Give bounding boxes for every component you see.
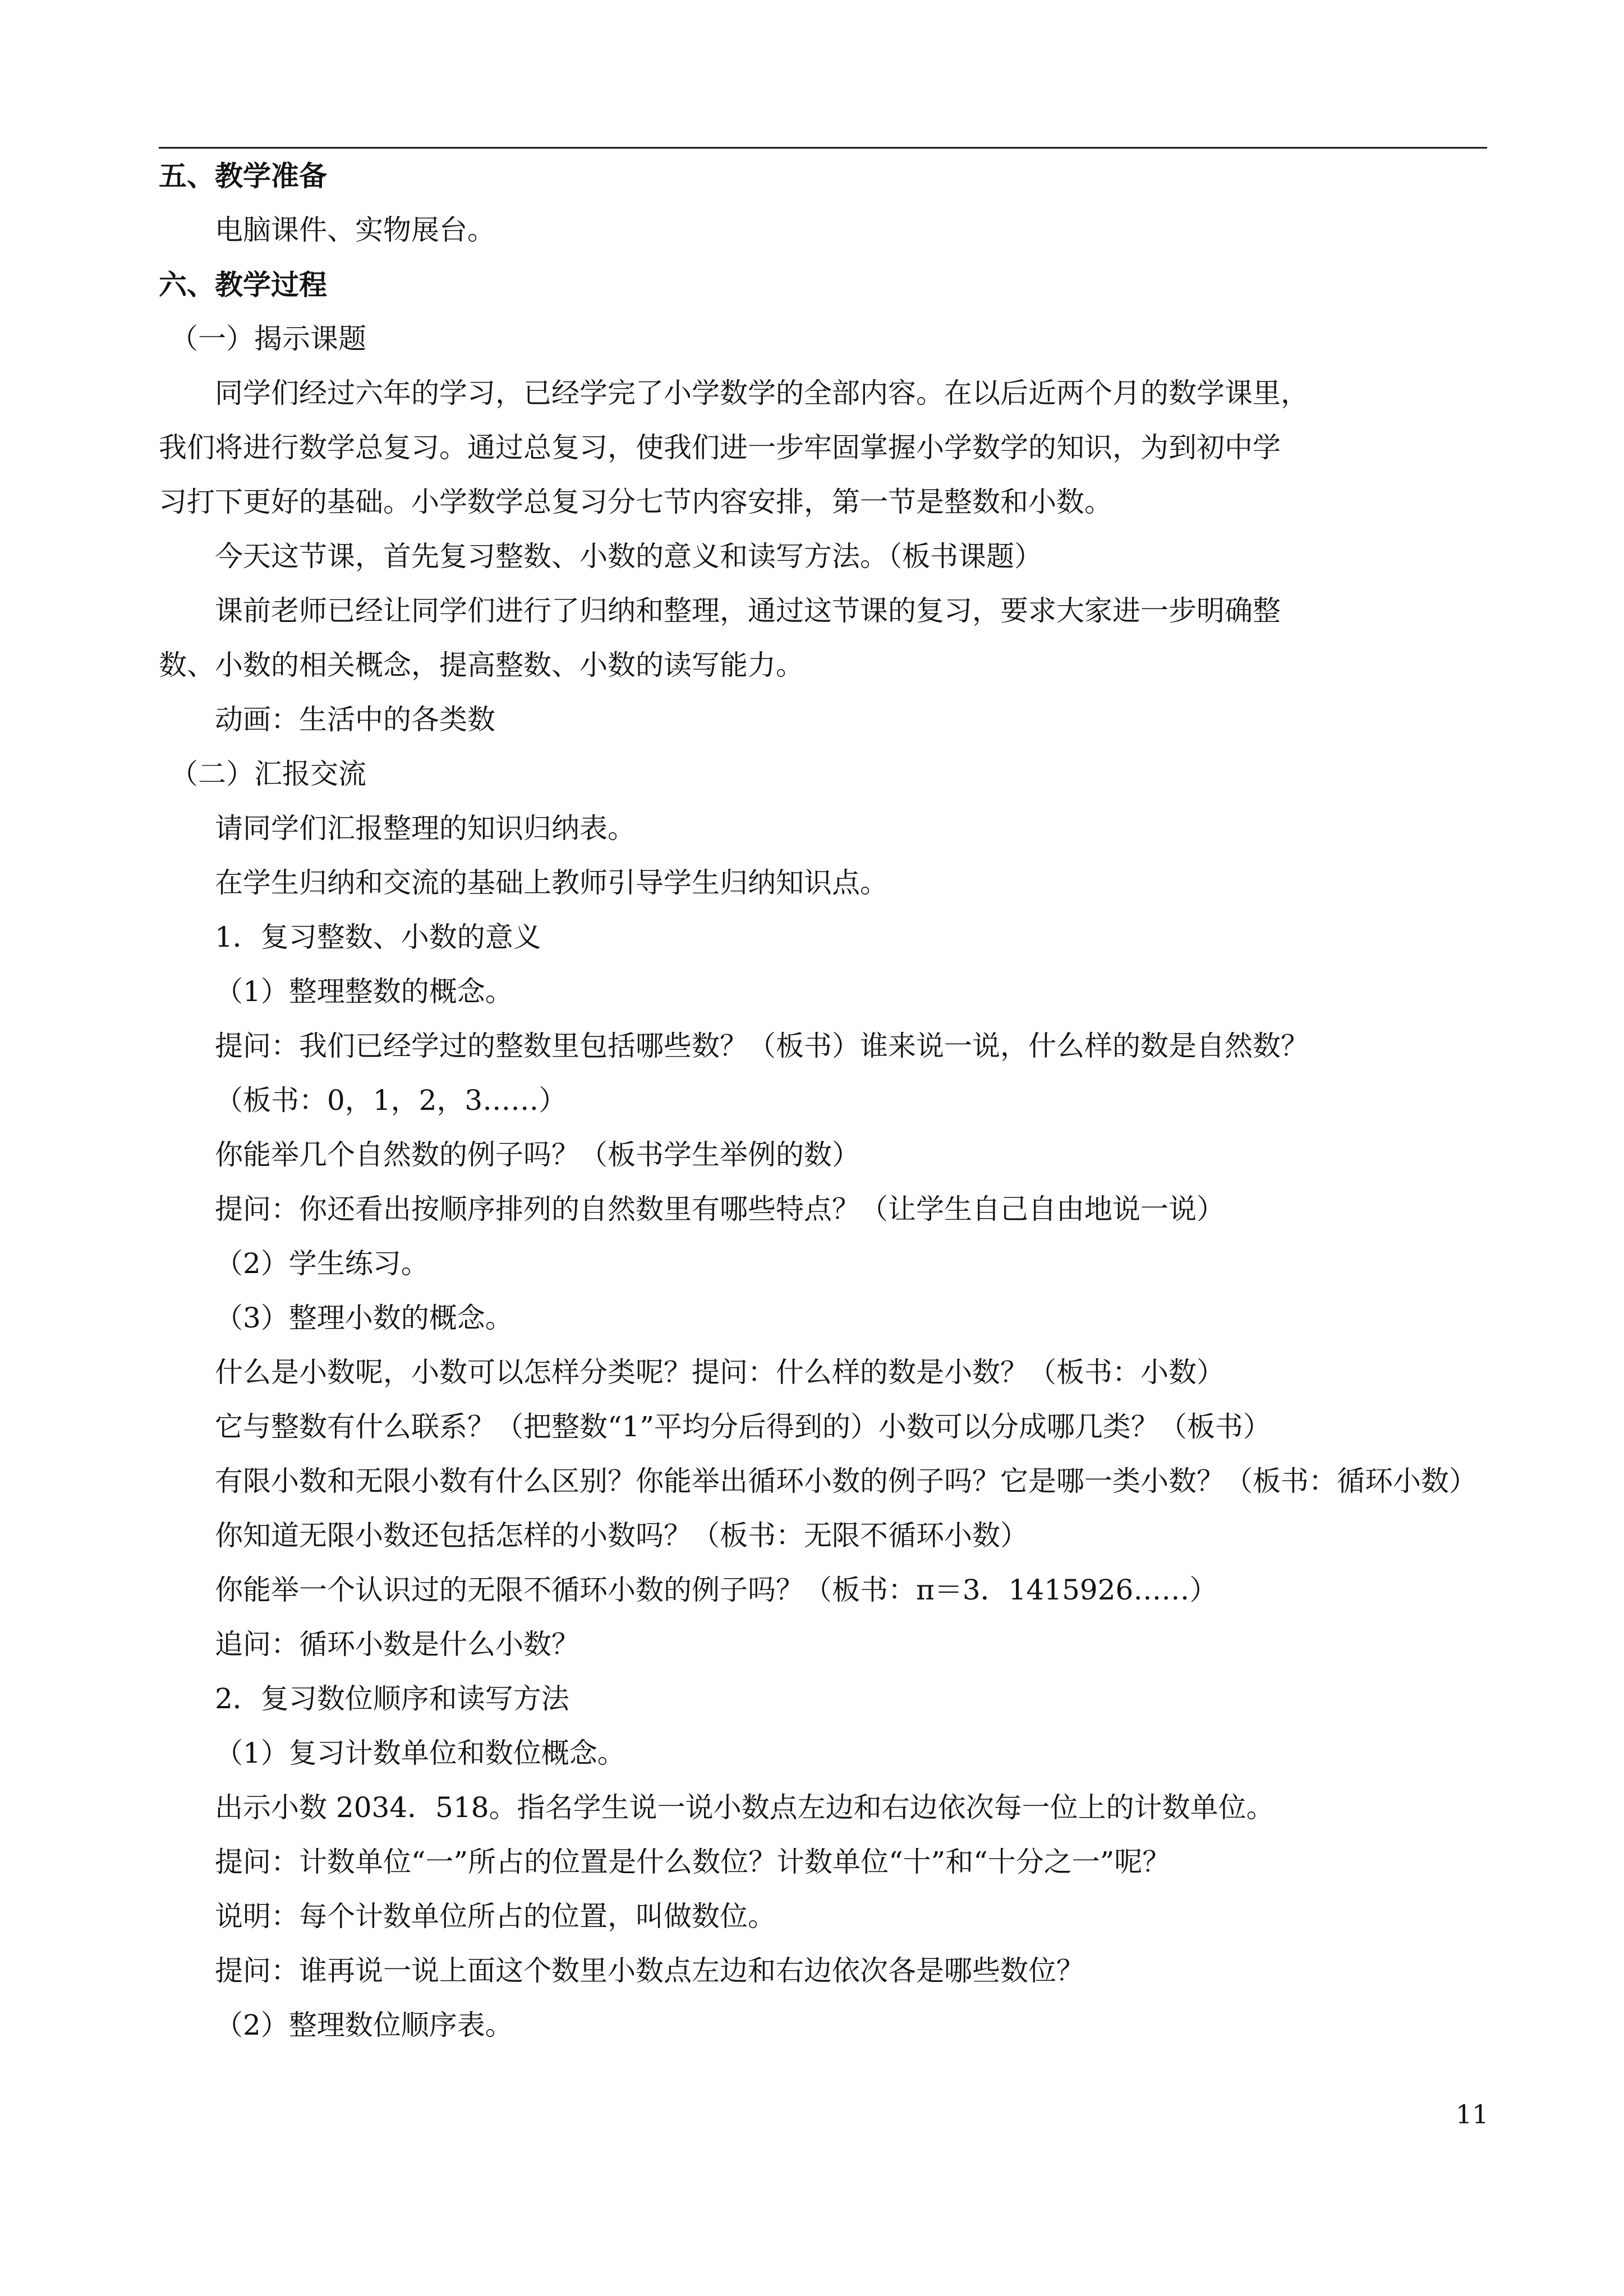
text-line: （2）整理数位顺序表。 <box>215 2009 513 2041</box>
text-line: 你能举几个自然数的例子吗？（板书学生举例的数） <box>215 1138 860 1171</box>
text-line: 有限小数和无限小数有什么区别？你能举出循环小数的例子吗？它是哪一类小数？（板书：循环小数） <box>215 1465 1477 1497</box>
text-line: 你能举一个认识过的无限不循环小数的例子吗？（板书：π＝3．1415926……） <box>215 1574 1218 1606</box>
text-line: 动画：生活中的各类数 <box>215 703 495 736</box>
text-line: 课前老师已经让同学们进行了归纳和整理，通过这节课的复习，要求大家进一步明确整 <box>215 594 1281 627</box>
text-line: （3）整理小数的概念。 <box>215 1302 513 1334</box>
text-line: 你知道无限小数还包括怎样的小数吗？（板书：无限不循环小数） <box>215 1519 1028 1552</box>
subsection-heading: （二）汇报交流 <box>170 758 366 790</box>
text-line: 电脑课件、实物展台。 <box>215 214 495 246</box>
section-heading: 六、教学过程 <box>159 268 327 301</box>
text-line: （板书：0，1，2，3……） <box>215 1084 567 1117</box>
text-line: 1．复习整数、小数的意义 <box>215 921 541 953</box>
text-line: 习打下更好的基础。小学数学总复习分七节内容安排，第一节是整数和小数。 <box>159 486 1112 518</box>
text-line: 在学生归纳和交流的基础上教师引导学生归纳知识点。 <box>215 866 888 899</box>
subsection-heading: （一）揭示课题 <box>170 322 366 355</box>
text-line: 说明：每个计数单位所占的位置，叫做数位。 <box>215 1900 776 1933</box>
section-heading: 五、教学准备 <box>159 159 327 192</box>
text-line: 提问：我们已经学过的整数里包括哪些数？（板书）谁来说一说，什么样的数是自然数？ <box>215 1030 1309 1062</box>
text-line: （1）复习计数单位和数位概念。 <box>215 1737 625 1769</box>
text-line: 它与整数有什么联系？（把整数“1”平均分后得到的）小数可以分成哪几类？（板书） <box>215 1410 1271 1443</box>
text-line: （1）整理整数的概念。 <box>215 975 513 1008</box>
text-line: 提问：你还看出按顺序排列的自然数里有哪些特点？（让学生自己自由地说一说） <box>215 1193 1225 1225</box>
text-line: 提问：计数单位“一”所占的位置是什么数位？计数单位“十”和“十分之一”呢？ <box>215 1846 1171 1878</box>
text-line: 出示小数 2034．518。指名学生说一说小数点左边和右边依次每一位上的计数单位。 <box>215 1791 1275 1824</box>
text-line: 同学们经过六年的学习，已经学完了小学数学的全部内容。在以后近两个月的数学课里， <box>215 377 1309 409</box>
document-body <box>159 149 1487 2053</box>
text-line: 什么是小数呢，小数可以怎样分类呢？提问：什么样的数是小数？（板书：小数） <box>215 1356 1225 1389</box>
text-line: 2．复习数位顺序和读写方法 <box>215 1682 569 1715</box>
text-line: 今天这节课，首先复习整数、小数的意义和读写方法。（板书课题） <box>215 540 1042 573</box>
text-line: 请同学们汇报整理的知识归纳表。 <box>215 812 636 845</box>
text-line: 提问：谁再说一说上面这个数里小数点左边和右边依次各是哪些数位？ <box>215 1954 1084 1987</box>
text-line: （2）学生练习。 <box>215 1247 429 1280</box>
text-line: 我们将进行数学总复习。通过总复习，使我们进一步牢固掌握小学数学的知识，为到初中学 <box>159 431 1281 464</box>
text-line: 追问：循环小数是什么小数？ <box>215 1628 579 1661</box>
page-number: 11 <box>1456 2099 1489 2129</box>
text-line: 数、小数的相关概念，提高整数、小数的读写能力。 <box>159 649 804 681</box>
